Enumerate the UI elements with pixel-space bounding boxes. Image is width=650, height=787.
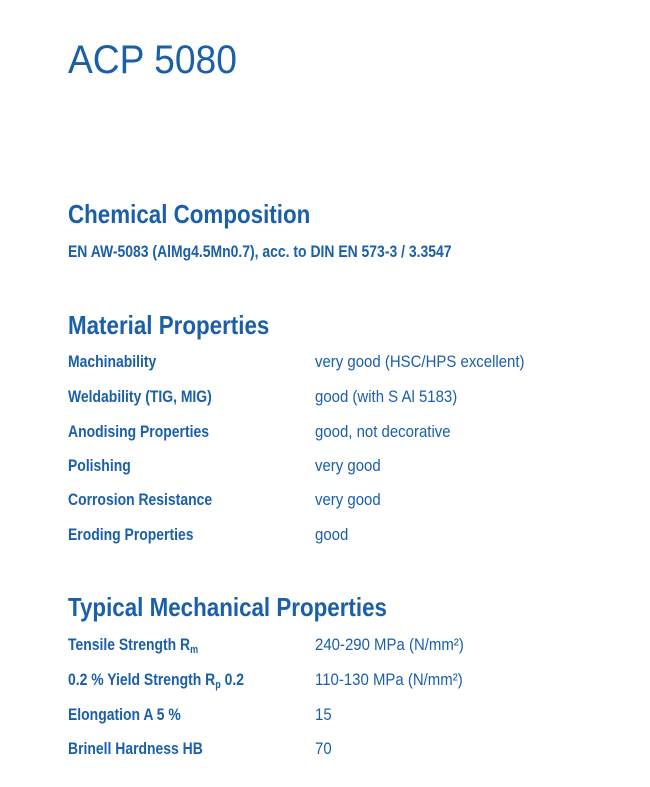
property-label: Anodising Properties [68,422,209,441]
property-value: 240-290 MPa (N/mm²) [315,635,464,654]
property-value: very good [315,490,381,509]
property-label: Corrosion Resistance [68,490,213,509]
property-value: good [315,525,349,544]
property-value: 15 [315,705,332,724]
property-value: good (with S Al 5183) [315,387,458,406]
page-title: ACP 5080 [68,38,237,82]
material-property-row [68,454,628,478]
chemical-composition-text: EN AW-5083 (AlMg4.5Mn0.7), acc. to DIN EN 573-3 / 3.3547 [68,242,452,261]
mechanical-property-row [68,668,628,692]
material-property-row [68,523,628,547]
mechanical-property-row [68,633,628,657]
property-value: 70 [315,739,332,758]
property-value: very good [315,456,381,475]
property-label: Weldability (TIG, MIG) [68,387,212,406]
material-property-row [68,488,628,512]
chemical-composition-heading: Chemical Composition [68,199,311,229]
material-property-row [68,420,628,444]
mechanical-property-row [68,703,628,727]
mechanical-properties-heading: Typical Mechanical Properties [68,592,387,622]
property-label: Brinell Hardness HB [68,739,203,758]
property-label: Tensile Strength $R_m$ [68,635,199,656]
property-label: Eroding Properties [68,525,194,544]
property-label: Machinability [68,352,157,371]
property-value: good, not decorative [315,422,451,441]
property-value: very good (HSC/HPS excellent) [315,352,525,371]
property-label: Polishing [68,456,131,475]
property-label: 0.2 % Yield Strength $R_p$ 0.2 [68,670,244,691]
material-property-row [68,350,628,374]
material-property-row [68,385,628,409]
property-value: 110-130 MPa (N/mm²) [315,670,463,689]
material-properties-heading: Material Properties [68,310,270,340]
mechanical-property-row [68,737,628,761]
property-label: Elongation A 5 % [68,705,181,724]
